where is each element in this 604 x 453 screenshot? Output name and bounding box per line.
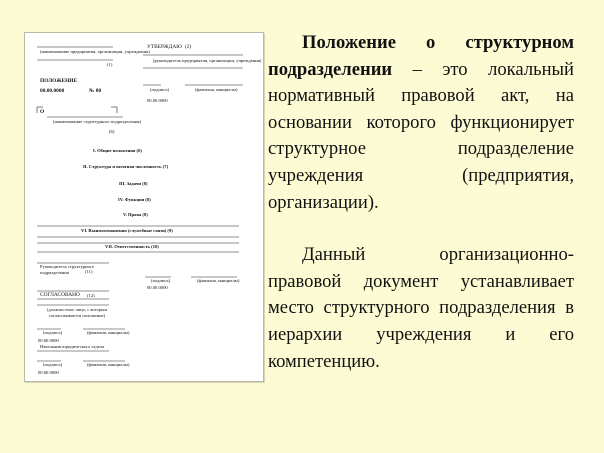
unit-name-num: (6)	[109, 129, 115, 134]
section-5: V. Права (8)	[123, 212, 148, 217]
approve-name-hint: (фамилия, инициалы)	[195, 87, 238, 92]
doc-number: № 00	[89, 88, 102, 94]
approve-date: 00.00.0000	[147, 98, 168, 103]
section-2: II. Структура и штатная численность (7)	[83, 164, 169, 169]
unit-head-sign-hint: (подпись)	[151, 278, 171, 283]
legal-head-label: Начальник юридического отдела	[40, 344, 105, 349]
approved-label: УТВЕРЖДАЮ	[147, 44, 182, 50]
section-1: I. Общие положения (6)	[93, 148, 142, 153]
term-heading: Положение о структурном подразделении	[268, 32, 574, 80]
section-6: VI. Взаимоотношения (служебные связи) (9)	[81, 228, 173, 233]
agreed-sign-hint: (подпись)	[43, 330, 63, 335]
head-title-hint: (руководитель предприятия, организации, учреждения)	[153, 58, 262, 63]
unit-head-date: 00.00.0000	[147, 285, 168, 290]
unit-head-num: (11)	[85, 269, 93, 274]
doc-title: ПОЛОЖЕНИЕ	[40, 78, 78, 84]
definition-text	[268, 30, 574, 375]
org-name-hint: (наименование предприятия, организации, учреждения)	[40, 49, 150, 54]
agreed-date: 00.00.0000	[38, 338, 59, 343]
definition-body: – это локальный нормативный правовой акт, на основании которого функционирует структурное подразделение учреждения (предприятия, организации).	[268, 58, 574, 213]
legal-sign-hint: (подпись)	[43, 362, 63, 367]
agreed-num: (12)	[87, 293, 95, 298]
legal-name-hint: (фамилия, инициалы)	[87, 362, 130, 367]
agreed-label: СОГЛАСОВАНО	[40, 292, 80, 298]
agreed-hint: (должностное лицо, с которым согласовывается положение)	[46, 307, 108, 318]
section-3: III. Задачи (8)	[119, 181, 148, 186]
unit-head-name-hint: (фамилия, инициалы)	[197, 278, 240, 283]
about-prefix: О	[40, 109, 45, 115]
purpose-paragraph: Данный организационно-правовой документ устанавливает место структурного подразделения в иерархии учреждения и его компетенцию.	[268, 244, 574, 372]
definition-paragraph	[268, 30, 574, 216]
section-4: IV. Функции (8)	[118, 197, 151, 202]
agreed-name-hint: (фамилия, инициалы)	[87, 330, 130, 335]
unit-head-label: Руководитель структурного подразделения	[40, 264, 94, 275]
section-7: VII. Ответственность (10)	[105, 244, 159, 249]
approve-sign-hint: (подпись)	[150, 87, 170, 92]
form-lines	[25, 33, 263, 381]
approved-num: (2)	[185, 44, 192, 50]
unit-name-hint: (наименование структурного подразделения)	[53, 119, 142, 124]
org-name-num: (1)	[107, 62, 113, 67]
doc-date: 00.00.0000	[40, 88, 65, 94]
legal-date: 00.00.0000	[38, 370, 59, 375]
form-sample-image	[24, 32, 264, 382]
